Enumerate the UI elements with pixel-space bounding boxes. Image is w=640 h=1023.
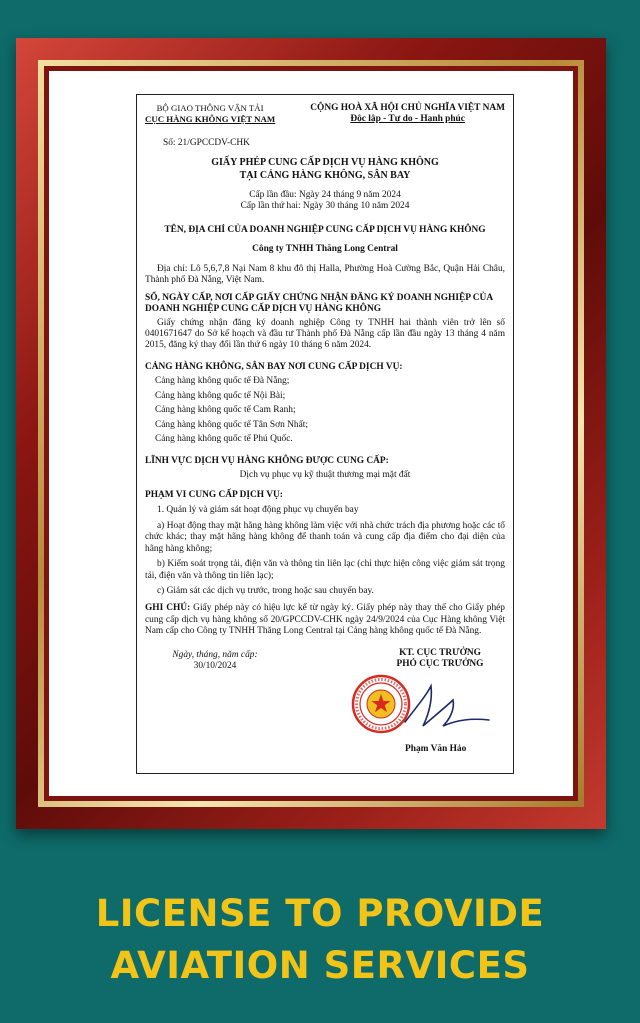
list-item: b) Kiểm soát trọng tải, điện văn và thông tin liên lạc (chỉ thực hiện công việc giám sát trọng tải, điện văn và thông tin liên lạc); [145,559,505,581]
list-item: a) Hoạt động thay mặt hãng hàng không làm việc với nhà chức trách địa phương hoặc các tổ chức khác; thay mặt hãng hàng không để thanh toán và cung cấp địa điểm cho đại diện của hãng hàng không; [145,520,505,554]
airport-list [145,376,505,445]
list-item: Cảng hàng không quốc tế Đà Nẵng; [155,376,290,387]
document-header [145,103,505,126]
section-registration-title: SỐ, NGÀY CẤP, NƠI CẤP GIẤY CHỨNG NHẬN ĐĂNG KÝ DOANH NGHIỆP CỦA DOANH NGHIỆP CUNG CẤP DỊCH VỤ HÀNG KHÔNG [145,292,493,315]
issue-date-value: 30/10/2024 [193,661,237,672]
service-field: Dịch vụ phục vụ kỹ thuật thương mại mặt đất [239,470,411,481]
issue-date-block [145,650,285,760]
signature-icon [397,674,497,734]
note-paragraph [145,603,505,637]
second-issue-date: Cấp lần thứ hai: Ngày 30 tháng 10 năm 2024 [240,201,410,212]
list-item: Cảng hàng không quốc tế Cam Ranh; [155,405,296,416]
license-document [136,94,514,774]
list-item: 1. Quản lý và giám sát hoạt động phục vụ chuyến bay [157,505,359,516]
company-name: Công ty TNHH Thăng Long Central [252,244,398,255]
caption-line-2: AVIATION SERVICES [110,944,530,987]
agency-name: CỤC HÀNG KHÔNG VIỆT NAM [145,113,276,124]
signer-block [375,648,505,760]
signer-name: Phạm Văn Hảo [405,744,467,755]
document-title-line-2: TẠI CẢNG HÀNG KHÔNG, SÂN BAY [239,169,411,181]
registration-text: Giấy chứng nhận đăng ký doanh nghiệp Công ty TNHH hai thành viên trở lên số 0401671647 do Sở kế hoạch và đầu tư Thành phố Đà Nẵng cấp lần đầu ngày 13 tháng 4 năm 2015, đăng ký thay đổi lần thứ 6 ngày 10 tháng 6 năm 2024. [145,317,505,351]
note-text: Giấy phép này có hiệu lực kể từ ngày ký. Giấy phép này thay thế cho Giấy phép cung cấp dịch vụ hàng không số 20/GPCCDV-CHK ngày 24/9/2024 của Cục Hàng không Việt Nam cấp cho Công ty TNHH Thăng Long Central tại Cảng hàng không quốc tế Đà Nẵng. [145,603,505,637]
caption-line-1: LICENSE TO PROVIDE [95,892,545,935]
document-title-line-1: GIẤY PHÉP CUNG CẤP DỊCH VỤ HÀNG KHÔNG [211,157,439,169]
list-item: Cảng hàng không quốc tế Phú Quốc. [155,434,293,445]
section-company-title: TÊN, ĐỊA CHỈ CỦA DOANH NGHIỆP CUNG CẤP DỊCH VỤ HÀNG KHÔNG [164,224,486,235]
section-field-title: LĨNH VỰC DỊCH VỤ HÀNG KHÔNG ĐƯỢC CUNG CẤP: [145,455,389,466]
first-issue-date: Cấp lần đầu: Ngày 24 tháng 9 năm 2024 [249,189,401,200]
list-item: c) Giám sát các dịch vụ trước, trong hoặc sau chuyến bay. [157,585,374,596]
section-scope-title: PHẠM VI CUNG CẤP DỊCH VỤ: [145,489,283,500]
signer-position-1: KT. CỤC TRƯỞNG [399,647,481,658]
ministry-name: BỘ GIAO THÔNG VẬN TẢI [156,103,264,113]
national-title: CỘNG HOÀ XÃ HỘI CHỦ NGHĨA VIỆT NAM [310,103,505,113]
note-label: GHI CHÚ: [145,603,191,614]
section-airports-title: CẢNG HÀNG KHÔNG, SÂN BAY NƠI CUNG CẤP DỊCH VỤ: [145,361,403,372]
document-number: Số: 21/GPCCDV-CHK [163,137,250,148]
list-item: Cảng hàng không quốc tế Nội Bài; [155,390,286,401]
list-item: Cảng hàng không quốc tế Tân Sơn Nhất; [155,419,308,430]
national-motto: Độc lập - Tự do - Hạnh phúc [350,114,465,125]
signature-block [145,648,505,760]
scope-list [145,505,505,597]
company-address: Địa chỉ: Lô 5,6,7,8 Nại Nam 8 khu đô thị Halla, Phường Hoà Cường Bắc, Quận Hải Châu, Thành phố Đà Nẵng, Việt Nam. [145,263,505,286]
issue-dates [145,190,505,213]
signer-position-2: PHÓ CỤC TRƯỞNG [396,659,484,670]
issue-date-label: Ngày, tháng, năm cấp: [172,649,258,660]
